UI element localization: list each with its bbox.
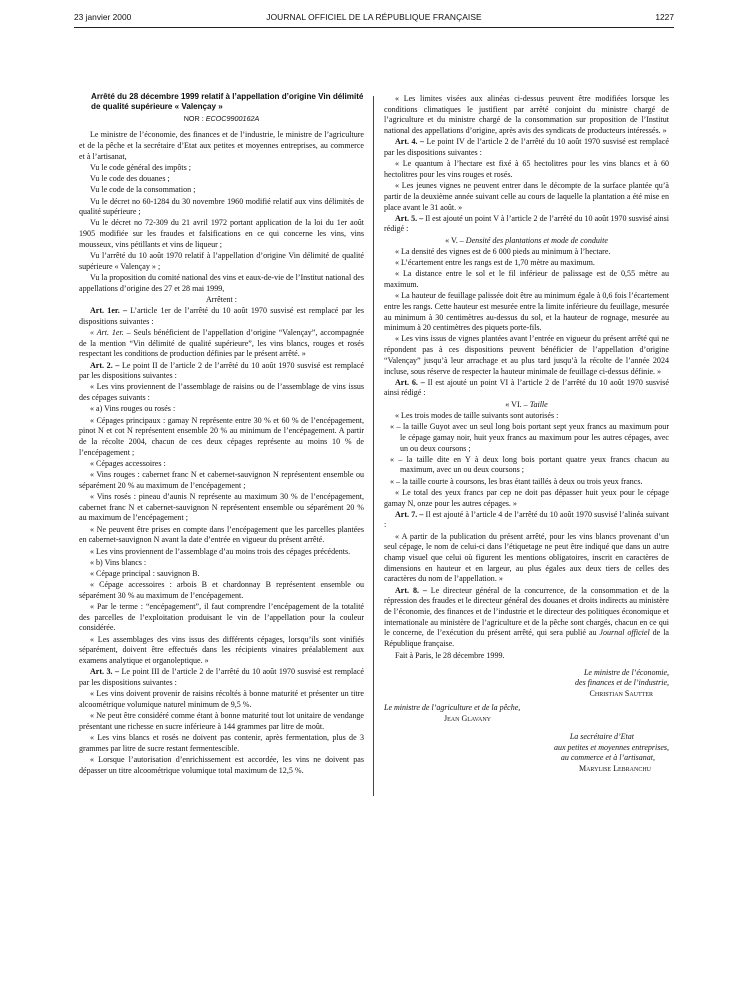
header-rule xyxy=(74,27,674,28)
arretent-heading: Arrêtent : xyxy=(205,294,238,304)
article-6-items xyxy=(384,422,669,487)
signature-2-role: Le ministre de l’agriculture et de la pêche, xyxy=(384,703,521,713)
signature-3-role-line-3: au commerce et à l’artisanat, xyxy=(560,753,655,763)
article-2-paragraph: « Cépage principal : sauvignon B. xyxy=(90,568,200,578)
preamble-paragraph: Vu le code des douanes ; xyxy=(90,174,170,184)
article-6-label: Art. 6. – xyxy=(395,377,425,387)
article-5-paragraph: « Les vins issus de vignes plantées avant l’entrée en vigueur du présent arrêté qui ne répondent pas à ces dispositions peuvent bénéficier de l’appellation d’origine “Valençay” jusqu’à leur arrachage et au plus tard jusqu’à la récolte de l’année 2024 incluse, sous réserve de respecter la hauteur minimale de feuillage ci-dessus définie. » xyxy=(384,334,669,376)
article-2-paragraph: « Les assemblages des vins issus des différents cépages, lorsqu’ils sont vinifiés séparément, doivent être effectués dans les récipients vinaires préalablement aux examens analytique et organoleptique. » xyxy=(79,634,364,666)
article-1-text: L’article 1er de l’arrêté du 10 août 1970 susvisé est remplacé par les dispositions suivantes : xyxy=(79,306,365,326)
preamble-paragraph: Vu le code de la consommation ; xyxy=(90,185,196,195)
article-4-text: Le point IV de l’article 2 de l’arrêté du 10 août 1970 susvisé est remplacé par les dispositions suivantes : xyxy=(384,137,669,158)
article-5-paragraph: « La hauteur de feuillage palissée doit être au minimum égale à 0,6 fois l’écartement entre les rangs. Cette hauteur est mesurée entre la limite inférieure du feuillage, mesurée au minimum à 30 centimètres au-dessus du sol, et la hauteur de rognage, mesurée au minimum à 20 centimètres des piquets porte-fils. xyxy=(384,291,669,333)
article-7-label: Art. 7. – xyxy=(395,509,424,519)
left-column xyxy=(79,92,364,777)
signature-1-role-line-1: Le ministre de l’économie, xyxy=(583,667,669,677)
signature-3-name: Marylise Lebranchu xyxy=(578,763,651,773)
preamble-paragraph: Vu le code général des impôts ; xyxy=(90,162,191,172)
article-5 xyxy=(384,214,669,235)
article-2-paragraph: « Vins rouges : cabernet franc N et cabernet-sauvignon N représentent ensemble ou séparément 20 % au maximum de l’encépagement ; xyxy=(79,470,364,490)
column-divider xyxy=(373,96,374,796)
article-5-paragraph: « La densité des vignes est de 6 000 pieds au minimum à l’hectare. xyxy=(395,246,611,256)
article-3 xyxy=(79,667,364,688)
nor-label: NOR : xyxy=(183,113,206,123)
preamble xyxy=(79,130,364,305)
article-7-quote: « A partir de la publication du présent arrêté, pour les vins blancs provenant d’un seul cépage, le nom de celui-ci dans l’étiquetage ne peut être indiqué que dans un autre champ visuel que celui où figurent les mentions obligatoires, inscrit en caractères de dimensions en hauteur et en largeur, au plus égales aux deux tiers de celles des caractères du nom de l’appellation. » xyxy=(384,531,669,584)
article-2-paragraph: « Cépages principaux : gamay N représente entre 30 % et 60 % de l’encépagement, pinot N et cot N représentent ensemble 20 % au minimum de l’encépagement. A partir de la récolte 2004, chacun de ces deux cépages représente au moins 10 % de l’encépagement ; xyxy=(79,415,364,457)
article-2-paragraph: « Cépage accessoires : arbois B et chardonnay B représentent ensemble ou séparément 30 % au maximum de l’encépagement. xyxy=(79,580,364,600)
article-6-heading xyxy=(384,400,669,411)
article-5-label: Art. 5. – xyxy=(395,213,424,223)
article-1 xyxy=(79,306,364,327)
article-8-text-a: Le directeur général de la concurrence, de la consommation et de la répression des fraudes et le directeur général des douanes et droits indirects au ministère de l’économie, des finances et de l’industrie et le directeur des politiques économique et internationale au ministère de l’agriculture et de la pêche sont chargés, chacun en ce qui le concerne, de l’exécution du présent arrêté, qui sera publié au xyxy=(384,585,670,638)
article-7-text: Il est ajouté à l’article 4 de l’arrêté du 10 août 1970 susvisé l’alinéa suivant : xyxy=(384,509,670,530)
article-2-paragraphs xyxy=(79,382,364,666)
nor-reference xyxy=(79,114,364,125)
header-page-number: 1227 xyxy=(655,12,674,22)
article-6-item: « – la taille courte à coursons, les bras étant taillés à deux ou trois yeux francs. xyxy=(390,476,643,486)
article-2-paragraph: « Les vins proviennent de l’assemblage de raisins ou de l’assemblage de vins issus des cépages suivants : xyxy=(79,382,364,403)
right-column xyxy=(384,94,669,774)
article-6-intro: « Les trois modes de taille suivants sont autorisés : xyxy=(395,410,559,420)
article-3-paragraph: « Ne peut être considéré comme étant à bonne maturité tout lot unitaire de vendange présentant une richesse en sucre inférieure à 144 grammes par litre de moût. xyxy=(79,711,364,731)
article-5-text: Il est ajouté un point V à l’article 2 de l’arrêté du 10 août 1970 susvisé ainsi rédigé : xyxy=(384,213,670,234)
article-2 xyxy=(79,361,364,382)
nor-code: ECOC9900162A xyxy=(205,113,260,123)
signature-1-name: Christian Sautter xyxy=(589,688,653,698)
signature-2-name: Jean Glavany xyxy=(444,713,492,723)
article-3-text: Le point III de l’article 2 de l’arrêté du 10 août 1970 susvisé est remplacé par les dispositions suivantes : xyxy=(79,667,364,687)
article-4-paragraphs xyxy=(384,159,669,213)
preamble-paragraph: Vu le décret no 72-309 du 21 avril 1972 portant application de la loi du 1er août 1905 modifiée sur les fraudes et falsifications en ce qui concerne les vins, vins mousseux, vins pétillants et vins de liqueur ; xyxy=(79,218,364,249)
preamble-paragraph: Vu le décret no 60-1284 du 30 novembre 1960 modifié relatif aux vins délimités de qualité supérieure ; xyxy=(79,196,364,217)
article-1-quote-text: Seuls bénéficient de l’appellation d’origine “Valençay”, accompagnée de la mention “Vin délimité de qualité supérieure”, les vins blancs, rouges et rosés respectant les conditions de production définies par le présent arrêté. » xyxy=(79,327,364,359)
article-5-paragraph: « La distance entre le sol et le fil inférieur de palissage est de 0,55 mètre au maximum. xyxy=(384,269,669,289)
article-2-paragraph: « Vins rosés : pineau d’aunis N représente au maximum 30 % de l’encépagement, cabernet franc N et cabernet-sauvignon N représentent ensemble ou séparément 20 % au maximum de l’encépagement ; xyxy=(79,492,364,523)
article-6 xyxy=(384,378,669,399)
article-4 xyxy=(384,137,669,158)
article-3-paragraph: « Les vins doivent provenir de raisins récoltés à bonne maturité et présenter un titre alcoométrique volumique naturel minimum de 9,5 %. xyxy=(79,689,364,709)
article-2-paragraph: « Cépages accessoires : xyxy=(90,458,166,468)
article-6-end: « Le total des yeux francs par cep ne doit pas dépasser huit yeux pour le cépage gamay N, onze pour les autres cépages. » xyxy=(384,487,669,508)
article-3-label: Art. 3. – xyxy=(90,667,120,677)
article-3-paragraphs xyxy=(79,689,364,776)
preamble-paragraph: Vu la proposition du comité national des vins et eaux-de-vie de l’Institut national des appellations d’origine des 27 et 28 mai 1999, xyxy=(79,272,364,293)
signature-3-role-line-2: aux petites et moyennes entreprises, xyxy=(553,742,669,752)
signature-1-role-line-2: des finances et de l’industrie, xyxy=(575,678,669,688)
signature-economy-minister xyxy=(384,668,669,700)
article-5-heading-prefix: « V. – xyxy=(445,235,466,245)
article-4-paragraph: « Le quantum à l’hectare est fixé à 65 hectolitres pour les vins blancs et à 60 hectolitres pour les vins rouges et rosés. xyxy=(384,159,669,179)
article-6-text: Il est ajouté un point VI à l’article 2 de l’arrêté du 10 août 1970 susvisé ainsi rédigé : xyxy=(384,377,669,398)
article-8 xyxy=(384,586,669,650)
article-3-paragraph: « Lorsque l’autorisation d’enrichissement est accordée, les vins ne doivent pas dépasser un titre alcoométrique volumique total maximum de 12,5 %. xyxy=(79,754,364,775)
article-4-label: Art. 4. – xyxy=(395,137,424,147)
header-journal-title: JOURNAL OFFICIEL DE LA RÉPUBLIQUE FRANÇAISE xyxy=(266,12,482,22)
article-5-paragraphs xyxy=(384,247,669,377)
signature-3-role-line-1: La secrétaire d’Etat xyxy=(569,732,634,742)
article-5-paragraph: « L’écartement entre les rangs est de 1,70 mètre au maximum. xyxy=(395,258,595,268)
article-2-label: Art. 2. – xyxy=(90,360,120,370)
article-6-item: « – la taille Guyot avec un seul long bois portant sept yeux francs au maximum pour le cépage gamay noir, huit yeux francs au maximum pour les autres cépages, avec un ou deux coursons ; xyxy=(390,422,669,453)
article-6-item: « – la taille dite en Y à deux long bois portant quatre yeux francs chacun au maximum, avec un ou deux coursons ; xyxy=(390,454,669,475)
header-date: 23 janvier 2000 xyxy=(74,12,132,22)
preamble-paragraph: Le ministre de l’économie, des finances et de l’industrie, le ministre de l’agriculture et de la pêche et la secrétaire d’Etat aux petites et moyennes entreprises, au commerce et à l’artisanat, xyxy=(79,130,364,161)
article-1-quote-label: « Art. 1er. – xyxy=(90,327,131,337)
article-1-quote xyxy=(79,328,364,360)
article-2-text: Le point II de l’article 2 de l’arrêté du 10 août 1970 susvisé est remplacé par les dispositions suivantes : xyxy=(79,360,364,381)
article-4-paragraph: « Les jeunes vignes ne peuvent entrer dans le décompte de la surface plantée qu’à partir de la deuxième année suivant celle au cours de laquelle la plantation a été mise en place avant le 31 août. » xyxy=(384,181,669,212)
decree-title: Arrêté du 28 décembre 1999 relatif à l’appellation d’origine Vin délimité de qualité supérieure « Valençay » xyxy=(91,92,364,111)
signature-agriculture-minister xyxy=(384,703,669,724)
page-header xyxy=(74,12,674,24)
article-2-paragraph: « b) Vins blancs : xyxy=(90,557,147,567)
article-5-heading-text: Densité des plantations et mode de conduite xyxy=(465,235,608,245)
article-2-paragraph: « Les vins proviennent de l’assemblage d’au moins trois des cépages précédents. xyxy=(90,546,351,556)
article-2-paragraph: « Par le terme : “encépagement”, il faut comprendre l’encépagement de la totalité des parcelles de l’exploitation produisant le vin de l’appellation pour la couleur considérée. xyxy=(79,602,364,633)
preamble-paragraph: Vu l’arrêté du 10 août 1970 relatif à l’appellation d’origine Vin délimité de qualité supérieure « Valençay » ; xyxy=(79,251,364,271)
article-3-paragraph: « Les vins blancs et rosés ne doivent pas contenir, après fermentation, plus de 3 grammes par litre de sucre restant fermentescible. xyxy=(79,732,364,753)
article-8-label: Art. 8. – xyxy=(395,585,427,595)
article-2-paragraph: « a) Vins rouges ou rosés : xyxy=(90,404,176,414)
limits-paragraph: « Les limites visées aux alinéas ci-dessus peuvent être modifiées lorsque les conditions climatiques le justifient par arrêté conjoint du ministre chargé de l’agriculture et du ministre chargé de la consommation sur proposition de l’Institut national des appellations d’origine, après avis des syndicats de producteurs intéressés. » xyxy=(384,94,669,136)
article-6-heading-text: Taille xyxy=(529,399,548,409)
article-8-journal-officiel: Journal officiel xyxy=(599,628,650,638)
article-2-paragraph: « Ne peuvent être prises en compte dans l’encépagement que les parcelles plantées en cabernet-sauvignon N avant la date d’entrée en vigueur du présent arrêté. xyxy=(79,524,364,545)
signature-secretary-of-state xyxy=(384,732,669,774)
article-7 xyxy=(384,510,669,531)
article-6-heading-prefix: « VI. – xyxy=(505,399,530,409)
article-8-text-b: de la République française. xyxy=(384,628,669,649)
article-5-heading xyxy=(384,236,669,247)
done-at: Fait à Paris, le 28 décembre 1999. xyxy=(395,650,505,660)
article-1-label: Art. 1er. – xyxy=(90,306,128,316)
